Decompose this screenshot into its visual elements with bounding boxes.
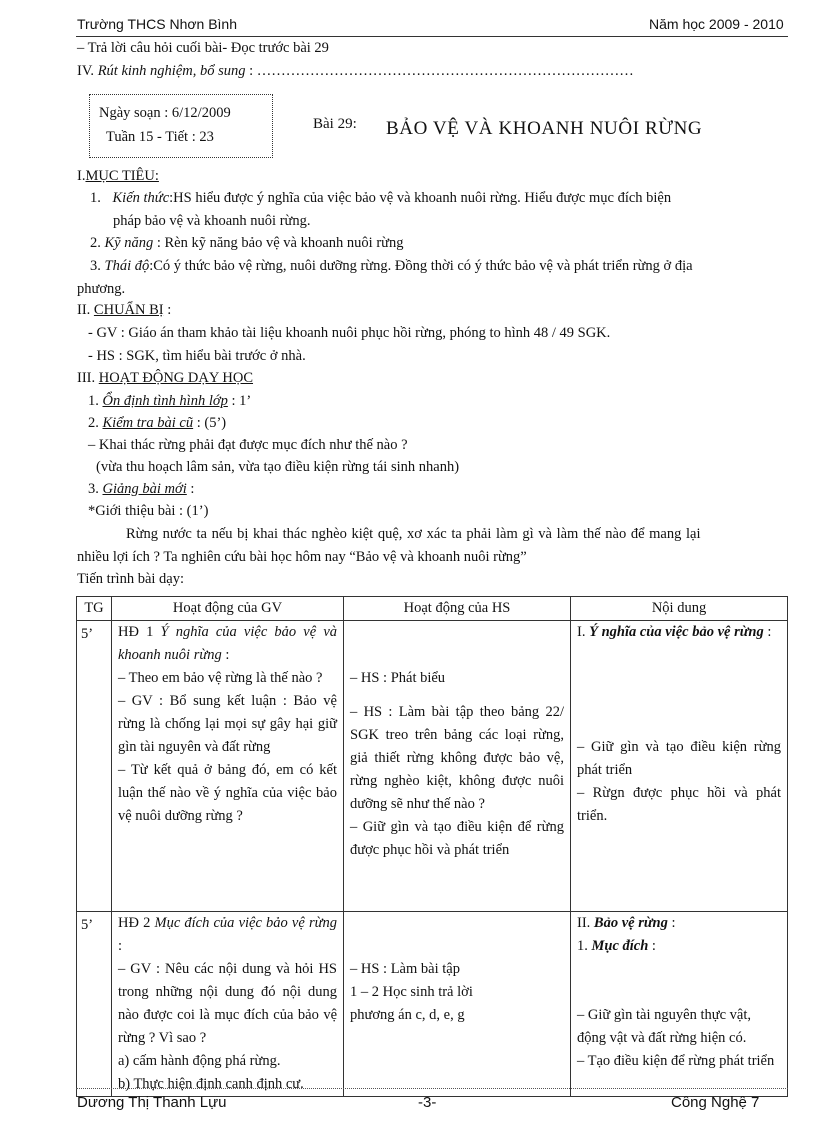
student-answer-3: – Giữ gìn và tạo điều kiện để rừng được phục hồi và phát triển	[350, 819, 564, 858]
section-4-num: IV.	[77, 63, 95, 79]
activity-2-colon: :	[118, 938, 123, 954]
activity-2-pre: HĐ 2	[118, 915, 151, 931]
activity-1-colon: :	[225, 647, 230, 663]
activity-1-pre: HĐ 1	[118, 624, 154, 640]
content-1-title	[577, 621, 781, 644]
prep-teacher: - GV : Giáo án tham khảo tài liệu khoanh nuôi phục hồi rừng, phóng to hình 48 / 49 SGK.	[88, 325, 611, 341]
objective-2-label: Kỹ năng	[104, 235, 154, 251]
step-2	[88, 415, 226, 432]
intro-text: Rừng nước ta nếu bị khai thác nghèo kiệt quệ, xơ xác ta phải làm gì và làm thế nào để mang lại	[126, 526, 701, 542]
footer-author: Dương Thị Thanh Lựu	[77, 1094, 227, 1111]
header-content: Nội dung	[571, 597, 788, 621]
objective-1-num: 1.	[90, 190, 101, 206]
footer-page-number: -3-	[418, 1094, 437, 1111]
teacher-conclusion: – GV : Bổ sung kết luận : Bảo vệ rừng là chống lại mọi sự gây hại giữ gìn tài nguyên và đất rừng	[118, 693, 337, 755]
step-2-label: Kiểm tra bài cũ	[102, 415, 194, 431]
school-name: Trường THCS Nhơn Bình	[77, 16, 238, 32]
section-4-dots: : ……………………………………………………………………	[249, 63, 634, 79]
section-4-label: Rút kinh nghiệm, bổ sung	[97, 63, 246, 79]
objective-attitude-cont: phương.	[77, 281, 126, 297]
section-3-heading	[77, 370, 253, 387]
section-2-title: CHUẨN BỊ	[93, 302, 164, 318]
review-answer: (vừa thu hoạch lâm sản, vừa tạo điều kiện rừng tái sinh nhanh)	[96, 459, 460, 475]
row-2-content	[571, 912, 788, 1097]
objective-3-label: Thái độ	[104, 258, 150, 274]
row-1-time: 5’	[77, 621, 112, 912]
footer-subject: Công Nghệ 7	[671, 1094, 760, 1111]
table-header-row	[77, 597, 788, 621]
row-1-content	[571, 621, 788, 912]
lesson-number: Bài 29:	[313, 116, 357, 132]
header-teacher: Hoạt động của GV	[112, 597, 344, 621]
section-2-heading	[77, 302, 171, 319]
progress-label: Tiến trình bài dạy:	[77, 571, 185, 587]
student-answer-2: – HS : Làm bài tập theo bảng 22/ SGK treo trên bảng các loại rừng, giả thiết rừng không được bảo vệ, rừng nghèo kiệt, không được nuôi dưỡng sẽ như thế nào ?	[350, 704, 564, 812]
student-task: – HS : Làm bài tập	[350, 961, 460, 977]
activity-2-title	[118, 912, 337, 958]
content-2-pre: II.	[577, 915, 591, 931]
intro-label: *Giới thiệu bài : (1’)	[88, 503, 209, 519]
step-1	[88, 393, 251, 410]
header-rule	[76, 36, 788, 37]
objective-knowledge	[90, 190, 671, 207]
content-2-sub-pre: 1.	[577, 938, 588, 954]
school-year: Năm học 2009 - 2010	[649, 16, 784, 32]
teacher-question-2: – Từ kết quả ở bảng đó, em có kết luận thế nào về ý nghĩa của việc bảo vệ nuôi dưỡng rừng ?	[118, 762, 337, 824]
objective-skill	[90, 235, 404, 252]
student-options: phương án c, d, e, g	[350, 1007, 465, 1023]
step-3-num: 3.	[88, 481, 99, 497]
student-response: 1 – 2 Học sinh trả lời	[350, 984, 473, 1000]
objective-1-text: :HS hiểu được ý nghĩa của việc bảo vệ và khoanh nuôi rừng. Hiểu được mục đích biện	[169, 190, 672, 206]
prep-student: - HS : SGK, tìm hiểu bài trước ở nhà.	[88, 348, 306, 364]
objective-3-text: :Có ý thức bảo vệ rừng, nuôi dưỡng rừng. Đồng thời có ý thức bảo vệ và phát triển rừng ở địa	[149, 258, 693, 274]
content-1-point-1: – Giữ gìn và tạo điều kiện rừng phát triển	[577, 739, 781, 778]
objective-2-num: 2.	[90, 235, 101, 251]
objective-2-text: : Rèn kỹ năng bảo vệ và khoanh nuôi rừng	[156, 235, 404, 251]
content-1-colon: :	[767, 624, 772, 640]
step-3-colon: :	[190, 481, 195, 497]
content-2-point-2: – Tạo điều kiện để rừng phát triển	[577, 1053, 775, 1069]
content-2-sub-name: Mục đích	[591, 938, 649, 954]
header-student: Hoạt động của HS	[344, 597, 571, 621]
review-question: – Khai thác rừng phải đạt được mục đích như thế nào ?	[88, 437, 408, 453]
student-answer-1: – HS : Phát biểu	[350, 670, 446, 686]
content-1-point-2: – Rừgn được phục hồi và phát triển.	[577, 785, 781, 824]
content-2-sub-colon: :	[651, 938, 656, 954]
step-1-num: 1.	[88, 393, 99, 409]
footer-rule	[76, 1088, 788, 1089]
objective-1-label: Kiến thức	[112, 190, 170, 206]
objective-knowledge-cont: pháp bảo vệ và khoanh nuôi rừng.	[113, 213, 311, 229]
teacher-question-1: – Theo em bảo vệ rừng là thế nào ?	[118, 670, 323, 686]
activity-1-name: Ý nghĩa của việc bảo vệ và khoanh nuôi rừng	[118, 624, 337, 663]
intro-text-cont: nhiều lợi ích ? Ta nghiên cứu bài học hôm nay “Bảo vệ và khoanh nuôi rừng”	[77, 549, 527, 565]
lesson-info-box	[89, 94, 273, 158]
week-period: Tuần 15 - Tiết : 23	[106, 129, 214, 145]
step-2-time: : (5’)	[196, 415, 227, 431]
section-3-title: HOẠT ĐỘNG DẠY HỌC	[98, 370, 254, 386]
step-1-label: Ổn định tình hình lớp	[102, 393, 228, 409]
section-4	[77, 63, 634, 80]
row-2-time: 5’	[77, 912, 112, 1097]
activity-1-title	[118, 621, 337, 667]
content-1-pre: I.	[577, 624, 586, 640]
row-1-student	[344, 621, 571, 912]
lesson-title: BẢO VỆ VÀ KHOANH NUÔI RỪNG	[386, 118, 703, 139]
row-1-teacher	[112, 621, 344, 912]
homework-line: – Trả lời câu hỏi cuối bài- Đọc trước bài 29	[77, 40, 329, 56]
lesson-table	[76, 596, 788, 1097]
step-3-label: Giảng bài mới	[102, 481, 187, 497]
prep-date: Ngày soạn : 6/12/2009	[99, 105, 231, 121]
table-row	[77, 912, 788, 1097]
row-2-teacher	[112, 912, 344, 1097]
content-2-point-1: – Giữ gìn tài nguyên thực vật, động vật và đất rừng hiện có.	[577, 1007, 751, 1046]
step-1-time: : 1’	[231, 393, 252, 409]
step-2-num: 2.	[88, 415, 99, 431]
content-2-name: Bảo vệ rừng	[593, 915, 668, 931]
content-2-colon: :	[671, 915, 676, 931]
section-2-colon: :	[167, 302, 172, 318]
option-b: b) Thực hiện định canh định cư.	[118, 1076, 304, 1092]
content-1-name: Ý nghĩa của việc bảo vệ rừng	[589, 624, 764, 640]
objective-attitude	[90, 258, 693, 275]
objective-3-num: 3.	[90, 258, 101, 274]
teacher-prompt: – GV : Nêu các nội dung và hỏi HS trong những nội dung đó nội dung nào được coi là mục đích của bảo vệ rừng ? Vì sao ?	[118, 961, 337, 1046]
activity-2-name: Mục đích của việc bảo vệ rừng	[154, 915, 337, 931]
step-3	[88, 481, 194, 498]
header-tg: TG	[77, 597, 112, 621]
row-2-student	[344, 912, 571, 1097]
section-2-num: II.	[77, 302, 91, 318]
section-1-heading	[77, 168, 159, 185]
section-1-num: I.	[77, 168, 86, 184]
content-2-title	[577, 912, 781, 935]
section-1-title: MỤC TIÊU:	[85, 168, 159, 184]
option-a: a) cấm hành động phá rừng.	[118, 1053, 281, 1069]
table-row	[77, 621, 788, 912]
section-3-num: III.	[77, 370, 96, 386]
content-2-sub	[577, 935, 781, 958]
